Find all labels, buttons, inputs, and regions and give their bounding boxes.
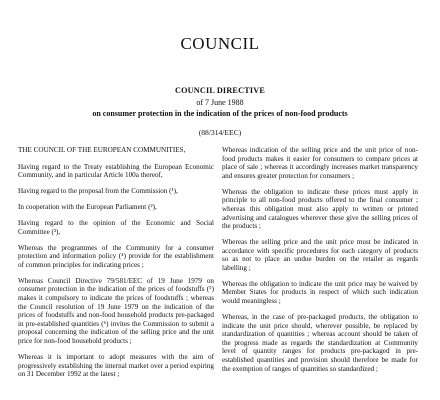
preamble-paragraph: Whereas indication of the selling price and the unit price of non-food products makes it easier for consumers to compare prices at place of sale ; whereas it accordingly increases market transparency and ensures greater protection for consumers ; xyxy=(222,146,418,180)
preamble-paragraph: In cooperation with the European Parliament (²), xyxy=(18,203,157,212)
preamble-paragraph: Whereas the obligation to indicate these prices must apply in principle to all non-food products offered to the final consumer ; whereas this obligation must also apply to written or printed advertising and catalogues wherever these give the selling prices of the products ; xyxy=(222,187,418,231)
preamble-paragraph: Having regard to the proposal from the Commission (¹), xyxy=(18,187,178,196)
directive-date: of 7 June 1988 xyxy=(196,98,244,107)
preamble-paragraph: Whereas it is important to adopt measures with the aim of progressively establishing the internal market over a period expiring on 31 December 1992 at the latest ; xyxy=(18,353,214,379)
page-title: COUNCIL xyxy=(180,34,260,53)
directive-type: COUNCIL DIRECTIVE xyxy=(174,86,266,95)
preamble-paragraph: Having regard to the Treaty establishing the European Economic Community, and in particular Article 100a thereof, xyxy=(18,162,214,180)
preamble-paragraph: Whereas the selling price and the unit price must be indicated in accordance with specific procedures for each category of products so as not to place an undue burden on the retailer as regards labelling ; xyxy=(222,238,418,272)
directive-reference: (88/314/EEC) xyxy=(198,128,242,137)
preamble-paragraph: Whereas the obligation to indicate the unit price may be waived by Member States for products in respect of which such indication would meaningless ; xyxy=(222,279,418,306)
preamble-paragraph: Having regard to the opinion of the Economic and Social Committee (³), xyxy=(18,219,214,236)
preamble-paragraph: Whereas the programmes of the Community for a consumer protection and information policy (⁴) provide for the establishment of common principles for indicating prices ; xyxy=(18,243,214,269)
directive-subject: on consumer protection in the indication of the prices of non-food products xyxy=(92,109,348,118)
left-column xyxy=(18,146,214,386)
preamble-paragraph: Whereas Council Directive 79/581/EEC of 19 June 1979 on consumer protection in the indication of the prices of foodstuffs (⁵) makes it compulsory to indicate the prices of foodstuffs ; whereas the Council resolution of 19 June 1979 on the indication of the prices of foodstuffs and non-food household products pre-packaged in pre-established quantities (⁶) invites the Commission to submit a proposal concerning the indication of the selling price and the unit price for non-food household products ; xyxy=(18,276,214,346)
right-column xyxy=(222,146,418,381)
preamble-paragraph: Whereas, in the case of pre-packaged products, the obligation to indicate the unit price should, wherever possible, be replaced by standardization of quantities ; whereas account should be taken of the progress made as regards the standardization at Community level of quantity ranges for products pre-packaged in pre-established quantities and provision should therefore be made for the exemption of ranges of quantities so standardized ; xyxy=(222,313,418,373)
preamble-paragraph: THE COUNCIL OF THE EUROPEAN COMMUNITIES, xyxy=(18,146,186,154)
